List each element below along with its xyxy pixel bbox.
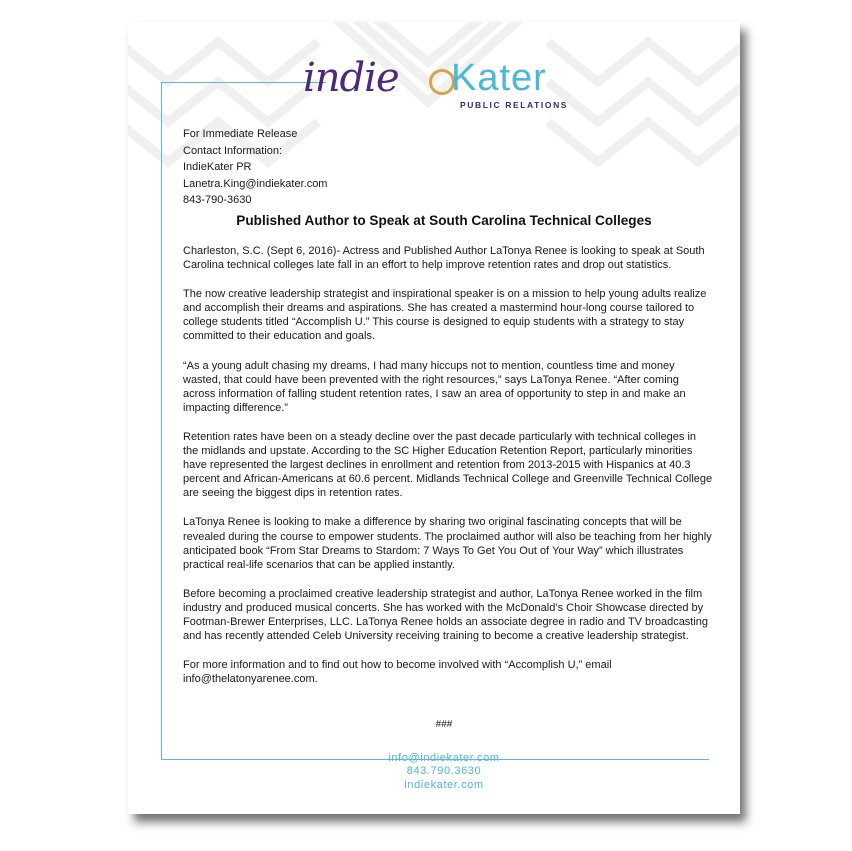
release-line: For Immediate Release bbox=[183, 128, 298, 140]
footer-website[interactable]: indiekater.com bbox=[404, 778, 484, 791]
frame-line-top bbox=[161, 82, 326, 83]
indiekater-logo bbox=[303, 56, 593, 118]
paragraph: For more information and to find out how to become involved with “Accomplish U,” email info@thelatonyarenee.com. bbox=[183, 659, 612, 686]
paragraph: Charleston, S.C. (Sept 6, 2016)- Actress and Published Author LaTonya Renee is looking to speak at South Carolina technical colleges late fall in an effort to help improve retention rates and drop out statistics. bbox=[183, 245, 705, 272]
logo-tagline: PUBLIC RELATIONS bbox=[460, 100, 569, 110]
frame-line-left bbox=[161, 82, 162, 760]
contact-heading: Contact Information: bbox=[183, 144, 283, 157]
contact-email: Lanetra.King@indiekater.com bbox=[183, 177, 328, 190]
paragraph: “As a young adult chasing my dreams, I had many hiccups not to mention, countless time and money wasted, that could have been prevented with the right resources,” says LaTonya Renee. “After coming across information of falling student retention rates, I saw an area of opportunity to step in and make an impacting difference.” bbox=[183, 359, 686, 414]
headline: Published Author to Speak at South Carolina Technical Colleges bbox=[236, 213, 652, 228]
press-release-page bbox=[128, 22, 740, 814]
paragraph: LaTonya Renee is looking to make a difference by sharing two original fascinating concepts that will be revealed during the course to empower students. The proclaimed author will also be teaching from her highly anticipated book “From Star Dreams to Stardom: 7 Ways To Get You Out of Your Way” which illustrates practical real-life scenarios that can be applied instantly. bbox=[183, 516, 712, 571]
contact-block bbox=[183, 126, 327, 209]
end-mark: ### bbox=[435, 719, 453, 730]
paragraph: Retention rates have been on a steady decline over the past decade particularly with technical colleges in the midlands and upstate. According to the SC Higher Education Retention Report, particularly minorities have represented the largest declines in enrollment and retention from 2013-2015 with Hispanics at 40.3 percent and African-Americans at 60.6 percent. Midlands Technical College and Greenville Technical College are seeing the biggest dips in retention rates. bbox=[183, 430, 713, 500]
footer-email[interactable]: info@indiekater.com bbox=[388, 752, 500, 764]
contact-org: IndieKater PR bbox=[183, 161, 252, 173]
paragraph: The now creative leadership strategist and inspirational speaker is on a mission to help young adults realize and accomplish their dreams and aspirations. She has created a mastermind hour-long course tailored to college students titled “Accomplish U.” This course is designed to equip students with a strategy to stay committed to their education and goals. bbox=[183, 288, 707, 343]
contact-phone: 843-790-3630 bbox=[183, 194, 252, 206]
article-body bbox=[183, 244, 713, 701]
logo-kater-text: Kater bbox=[451, 57, 547, 99]
paragraph: Before becoming a proclaimed creative leadership strategist and author, LaTonya Renee worked in the film industry and produced musical concerts. She has worked with the McDonald’s Choir Showcase directed by Footman-Brewer Enterprises, LLC. LaTonya Renee holds an associate degree in radio and TV broadcasting and has recently attended Celeb University receiving training to become a creative leadership strategist. bbox=[183, 587, 709, 643]
logo-indie-text: indie bbox=[303, 55, 399, 101]
footer-phone: 843.790.3630 bbox=[406, 765, 482, 778]
footer bbox=[164, 752, 724, 792]
